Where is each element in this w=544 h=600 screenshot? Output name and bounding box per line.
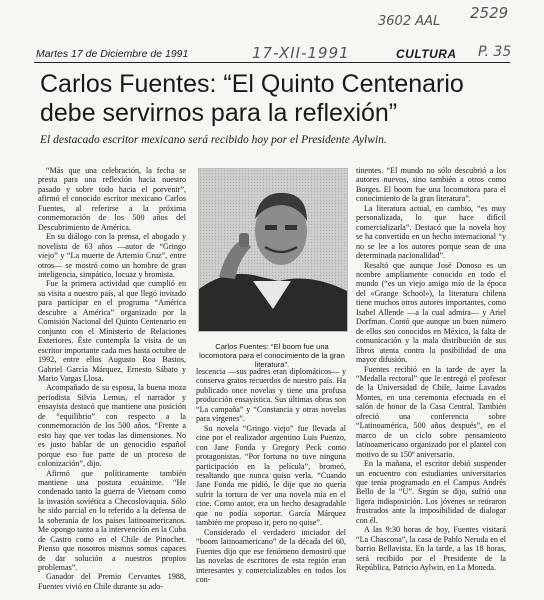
paragraph: tinentes. “El mundo no sólo descubrió a los autores nuevos, sino también a otros como Borges. El boom fue una locomotora para el conocimiento de la gran literatura”.: [356, 166, 506, 204]
paragraph: En su diálogo con la prensa, el abogado y novelista de 63 años —autor de “Gringo viejo” y “La muerte de Artemio Cruz”, entre otros— se mostró como un hombre de gran inteligencia, simpático, locuaz y bromista.: [38, 232, 186, 279]
archive-number-mark: 2529: [470, 4, 509, 22]
paragraph: Resaltó que aunque José Donoso es un nombre ampliamente conocido en todo el mundo (“es un viejo amigo mío de la época del «Grange School»), la literatura chilena tiene muchos otros autores importantes, como Isabel Allende —a la cual admira— y Ariel Dorfman. Contó que aunque un buen número de ellos son conocidos en México, la falta de comunicación y la mala distribución de sus libros atenta contra la posibilidad de una mayor difusión.: [356, 260, 506, 365]
paragraph: Afirmó que políticamente también mantiene una postura ecuánime. “He condenado tanto la guerra de Vietnam como la invasión soviética a Checoslovaquia. Sólo he sido parcial en lo referido a la defensa de la soberanía de los países latinoamericanos. Me opongo tanto a la intervención en la Cuba de Castro como en el Chile de Pinochet. Pienso que nosotros mismos somos capaces de dar solución a nuestros propios problemas”.: [38, 468, 186, 573]
photo-caption: Carlos Fuentes: “El boom fue una locomotora para el conocimiento de la gran literatura”.: [199, 341, 345, 369]
issue-date: Martes 17 de Diciembre de 1991: [36, 48, 189, 60]
paragraph: La literatura actual, en cambio, “es muy personalizada, lo que hace difícil comercializarla”. Destacó que la novela hoy se ha convertido en un hecho internacional “y no se lee a los autores porque sean de una determinada nacionalidad”.: [356, 203, 506, 261]
archive-reference-mark: 3602 AAL: [378, 14, 441, 29]
section-name: CULTURA: [396, 47, 457, 61]
column-3: [356, 166, 506, 572]
paragraph: “Más que una celebración, la fecha se presta para una reflexión hacia nuestro pasado y sobre todo hacia el porvenir”, afirmó el conocido escritor mexicano Carlos Fuentes, al referirse a la próxima conmemoración de los 500 años del Descubrimiento de América.: [38, 166, 186, 232]
paragraph: lescencia —sus padres eran diplomáticos— y conserva gratos recuerdos de nuestro país. Ha publicado once novelas y tiene una profusa producción ensayística. Sus últimas obras son “La campaña” y “Constancia y otras novelas para vírgenes”.: [196, 367, 346, 424]
paragraph: En la mañana, el escritor debió suspender un encuentro con estudiantes universitarios que tenía programado en el Campus Andrés Bello de la “U”. Según se dijo, sufrió una ligera indisposición. Los jóvenes se retiraron frustrados ante la imposibilidad de dialogar con él.: [356, 459, 506, 525]
author-portrait-illustration: [199, 169, 347, 331]
column-1: [38, 166, 186, 591]
author-photo: [198, 168, 348, 332]
paragraph: Fuentes recibió en la tarde de ayer la “Medalla rectoral” que le entregó el profesor de la Universidad de Chile, Jaime Lavados Montes, en una ceremonia efectuada en el salón de honor de la Casa Central. También ofreció una conferencia sobre “Latinoamérica, 500 años después”, en el marco de un ciclo sobre pensamiento latinoamericano organizado por el plantel con motivo de su 150º aniversario.: [356, 364, 506, 459]
paragraph: A las 9:30 horas de hoy, Fuentes visitará “La Chascona”, la casa de Pablo Neruda en el barrio Bellavista. En la tarde, a las 18 horas, será recibido por el Presidente de la República, Patricio Aylwin, en La Moneda.: [356, 525, 506, 573]
headline: Carlos Fuentes: “El Quinto Centenario debe servirnos para la reflexión”: [40, 70, 464, 127]
paragraph: Su novela “Gringo viejo” fue llevada al cine por el realizador argentino Luis Puenzo, con Jane Fonda y Gregory Peck como protagonistas. “Por fortuna no tuve ninguna participación en la película”, bromeó, resaltando que nunca quiso verla. “Cuando Jane Fonda me pidió, le dije que no quería sufrir la tortura de ver una novela mía en el cine. Como autor, era un hecho desagradable que no podía soportar. García Márquez también me propuso ir, pero no quise”.: [196, 423, 346, 528]
handwritten-date-mark: 17-XII-1991: [252, 44, 350, 62]
paragraph: Considerado el verdadero iniciador del “boom latinoamericano” de la década del 60, Fuentes dijo que ese fenómeno demostró que las novelas de escritores de esta región eran interesantes y comercializables en todos los con-: [196, 527, 346, 584]
paragraph: Ganador del Premio Cervantes 1988, Fuentes vivió en Chile durante su ado-: [38, 572, 186, 591]
paragraph: Fue la primera actividad que cumplió en su visita a nuestro país, al que llegó invitado para participar en el programa “América descubre a América” organizado por la Comisión Nacional del Quinto Centenario en conjunto con el Ministerio de Relaciones Exteriores. Éste contempla la visita de un escritor importante cada mes hasta octubre de 1992, entre ellos Augusto Roa Bastos, Gabriel García Márquez, Ernesto Sábato y Mario Vargas Llosa.: [38, 279, 186, 383]
deck-subtitle: El destacado escritor mexicano será recibido hoy por el Presidente Aylwin.: [40, 134, 387, 146]
paragraph: Acompañado de su esposa, la buena moza periodista Silvia Lemus, el narrador y ensayista destacó que mantiene una posición de “equilibrio” con respecto a la conmemoración de los 500 años. “Frente a esto hay que ver todas las dimensiones. No es justo hablar de un genocidio español porque eso fue parte de un proceso de colonización”, dijo.: [38, 383, 186, 469]
handwritten-page-mark: P. 35: [478, 44, 512, 60]
column-2: [196, 367, 346, 584]
header-rule: [34, 62, 510, 63]
